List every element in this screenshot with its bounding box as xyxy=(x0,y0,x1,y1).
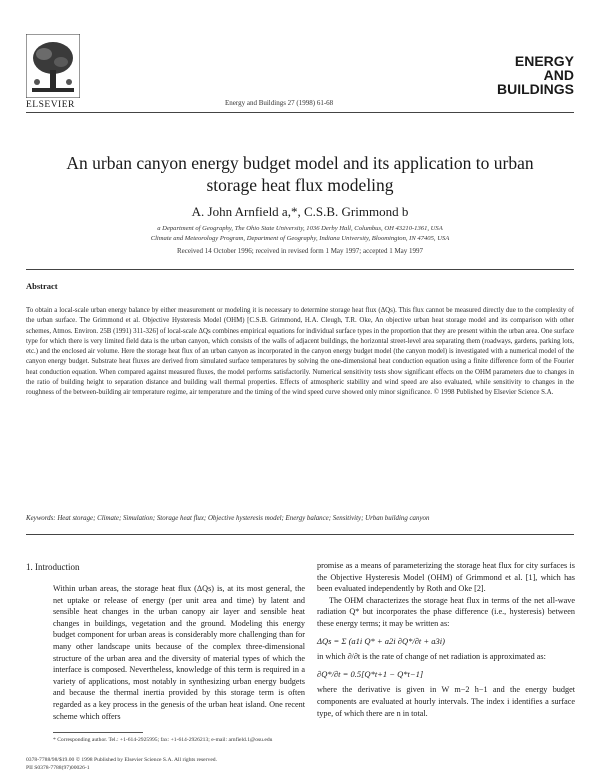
footnote-rule xyxy=(53,732,143,733)
journal-logo-line-1: ENERGY xyxy=(514,53,574,69)
abstract-text: To obtain a local-scale urban energy balance by either measurement or modeling it is necessary to determine storage heat flux (ΔQs). This flux cannot be measured directly due to the complexity of the urban surface. The Grimmond et al. Objective Hysteresis Model (OHM) [C.S.B. Grimmond, H.A. Cleugh, T.R. Oke, An objective urban heat storage model and its comparison with other schemes, Atmos. Environ. 25B (1991) 311-326] of local-scale ΔQs combines empirical equations for individual surface types in the proportion that they are present within the urban area. One surface type for which there is very limited field data is the urban canyon, which consists of the walls of adjacent buildings, the horizontal street-level area separating them (roadways, gardens, parking lots, etc.) and the enclosed air volume. Here the storage heat flux of an urban canyon as incorporated in the canyon energy budget model (the canyon model) is investigated with a numerical model of the canyon energy budget. Substrate heat fluxes are derived from simulated surface temperatures by solving the one-dimensional heat conduction equation using a finite difference form of the Fourier heat conduction equation. When compared against measured fluxes, the model performs satisfactorily. Numerical sensitivity tests show significant effects on the OHM parameters due to changes in the ratio of building height to separation distance and building wall thermal properties. Effects of atmospheric stability and wind speed are also evaluated, while sensitivity to changes in the roughness of the between-building air temperature regime, air temperature and the timing of the wind speed curve showed only minor significance. © 1998 Published by Elsevier Science S.A. xyxy=(26,307,574,397)
pii-line: PII S0378-7788(97)00026-1 xyxy=(26,764,90,771)
journal-logo-line-3: BUILDINGS xyxy=(497,81,574,97)
received-dates: Received 14 October 1996; received in revised form 1 May 1997; accepted 1 May 1997 xyxy=(176,247,424,255)
intro-paragraph-4: in which ∂/∂t is the rate of change of net radiation is approximated as: xyxy=(317,652,546,662)
journal-reference: Energy and Buildings 27 (1998) 61-68 xyxy=(225,99,334,107)
authors: A. John Arnfield a,*, C.S.B. Grimmond b xyxy=(191,204,409,219)
equation-1: ΔQs = Σ (a1i Q* + a2i ∂Q*/∂t + a3i) xyxy=(317,635,445,646)
abstract-rule-bottom xyxy=(26,534,574,535)
journal-logo xyxy=(497,54,574,96)
affiliation-a: a Department of Geography, The Ohio State University, 1036 Derby Hall, Columbus, OH 43210-1361, USA xyxy=(157,225,443,232)
intro-paragraph-2: promise as a means of parameterizing the storage heat flux for city surfaces is the Objective Hysteresis Model (OHM) of Grimmond et al. [1], which has been evaluated independently by Roth and Oke [2]. xyxy=(317,561,575,594)
copyright-line: 0378-7788/98/$19.00 © 1998 Published by Elsevier Science S.A. All rights reserved. xyxy=(26,757,217,763)
section-heading-introduction: 1. Introduction xyxy=(26,562,80,572)
title-line-1: An urban canyon energy budget model and its application to urban xyxy=(66,153,534,173)
elsevier-tree-logo xyxy=(26,34,80,98)
intro-paragraph-3: The OHM characterizes the storage heat flux in terms of the net all-wave radiation Q* but incorporates the phase difference (i.e., hysteresis) between these energy terms; it may be written as: xyxy=(317,595,575,628)
keywords: Keywords: Heat storage; Climate; Simulation; Storage heat flux; Objective hysteresis model; Energy balance; Sensitivity; Urban building canyon xyxy=(26,515,430,522)
journal-logo-line-2: AND xyxy=(543,67,574,83)
copyright-block xyxy=(26,757,217,772)
affiliations xyxy=(40,224,560,243)
intro-right-column xyxy=(317,560,575,719)
title-line-2: storage heat flux modeling xyxy=(206,175,394,195)
abstract-heading: Abstract xyxy=(26,281,58,291)
intro-paragraph-5: where the derivative is given in W m−2 h−1 and the energy budget components are evaluated at hourly intervals. The index i identifies a surface type, of which there are n in total. xyxy=(317,685,575,718)
abstract-rule-top xyxy=(26,269,574,270)
article-title xyxy=(40,152,560,196)
intro-left-column xyxy=(53,583,305,722)
equation-2: ∂Q*/∂t = 0.5[Q*t+1 − Q*t−1] xyxy=(317,668,424,679)
header-rule xyxy=(26,112,574,113)
footnote: * Corresponding author. Tel.: +1-614-2925995; fax: +1-614-2926213; e-mail: arnfield.1@osu.edu xyxy=(53,737,273,743)
publisher-name: ELSEVIER xyxy=(26,100,75,110)
intro-paragraph-1: Within urban areas, the storage heat flux (ΔQs) is, at its most general, the net uptake or release of energy (per unit area and time) by latent and sensible heat changes in the urban canopy air layer and sensible heat changes in buildings, vegetation and the ground. Modeling this energy budget component for urban areas is considerably more challenging than for many other landscape units because of the complex three-dimensional structure of the urban area and the diversity of material types of which the interface is composed. Nevertheless, knowledge of this term is required in a variety of applications, most notably in synthesizing urban energy budgets and because the thermal inertia provided by this storage term is often regarded as a key process in the genesis of the urban heat island. One recent scheme which offers xyxy=(53,584,305,721)
affiliation-b: Climate and Meteorology Program, Department of Geography, Indiana University, Bloomington, IN 47405, USA xyxy=(150,234,450,242)
